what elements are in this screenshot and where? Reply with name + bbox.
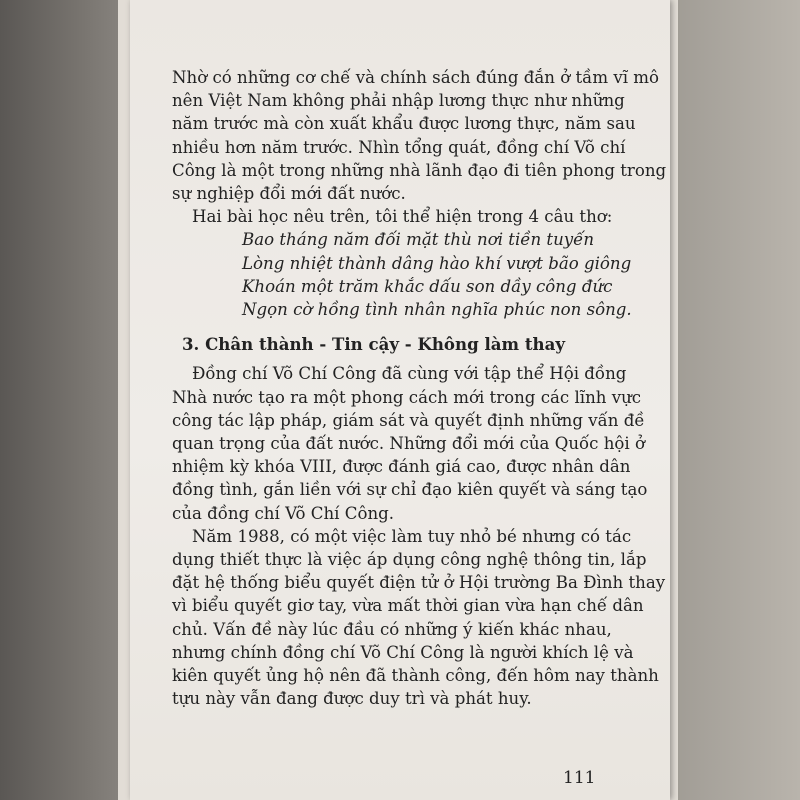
poem-line: Lòng nhiệt thành dâng hào khí vượt bão giông <box>242 253 632 273</box>
poem-line: Khoán một trăm khắc dấu son dầy công đức <box>242 276 613 296</box>
section-heading: 3. Chân thành - Tin cậy - Không làm thay <box>182 334 565 355</box>
text-line: đặt hệ thống biểu quyết điện tử ở Hội trường Ba Đình thay <box>172 573 666 593</box>
text-line: kiên quyết ủng hộ nên đã thành công, đến hôm nay thành <box>172 666 659 686</box>
text-line: chủ. Vấn đề này lúc đầu có những ý kiến khác nhau, <box>172 619 612 639</box>
text-line: năm trước mà còn xuất khẩu được lương thực, năm sau <box>172 114 636 134</box>
text-line: vì biểu quyết giơ tay, vừa mất thời gian vừa hạn chế dân <box>172 596 644 616</box>
text-line: của đồng chí Võ Chí Công. <box>172 503 395 523</box>
text-line: đồng tình, gắn liền với sự chỉ đạo kiên quyết và sáng tạo <box>172 480 648 500</box>
text-line: tựu này vẫn đang được duy trì và phát huy. <box>172 689 532 709</box>
text-line: nhiệm kỳ khóa VIII, được đánh giá cao, được nhân dân <box>172 457 631 477</box>
text-line: Năm 1988, có một việc làm tuy nhỏ bé nhưng có tác <box>192 526 632 546</box>
page-number: 111 <box>563 768 596 788</box>
text-line: Nhờ có những cơ chế và chính sách đúng đắn ở tầm vĩ mô <box>172 68 660 87</box>
poem-line: Bao tháng năm đối mặt thù nơi tiền tuyến <box>242 230 595 250</box>
paragraph-1 <box>172 66 667 205</box>
book-page <box>130 0 670 800</box>
text-line: nên Việt Nam không phải nhập lương thực như những <box>172 91 625 111</box>
text-line: Đồng chí Võ Chí Công đã cùng với tập thể Hội đồng <box>192 364 627 384</box>
page-body <box>172 66 667 710</box>
text-line: Nhà nước tạo ra một phong cách mới trong các lĩnh vực <box>172 387 642 407</box>
poem <box>172 228 632 321</box>
paragraph-3 <box>172 362 648 524</box>
poem-line: Ngọn cờ hồng tình nhân nghĩa phúc non sông. <box>242 300 632 320</box>
paragraph-4 <box>172 525 666 711</box>
text-line: nhiều hơn năm trước. Nhìn tổng quát, đồng chí Võ chí <box>172 137 626 157</box>
text-line: nhưng chính đồng chí Võ Chí Công là người khích lệ và <box>172 642 634 662</box>
text-line: dụng thiết thực là việc áp dụng công nghệ thông tin, lắp <box>172 550 647 570</box>
text-line: Công là một trong những nhà lãnh đạo đi tiên phong trong <box>172 160 667 180</box>
text-line: sự nghiệp đổi mới đất nước. <box>172 184 406 204</box>
text-line: công tác lập pháp, giám sát và quyết định những vấn đề <box>172 410 645 430</box>
background-left <box>0 0 130 800</box>
paragraph-2: Hai bài học nêu trên, tôi thể hiện trong 4 câu thơ: <box>192 207 613 227</box>
text-line: quan trọng của đất nước. Những đổi mới của Quốc hội ở <box>172 434 645 454</box>
